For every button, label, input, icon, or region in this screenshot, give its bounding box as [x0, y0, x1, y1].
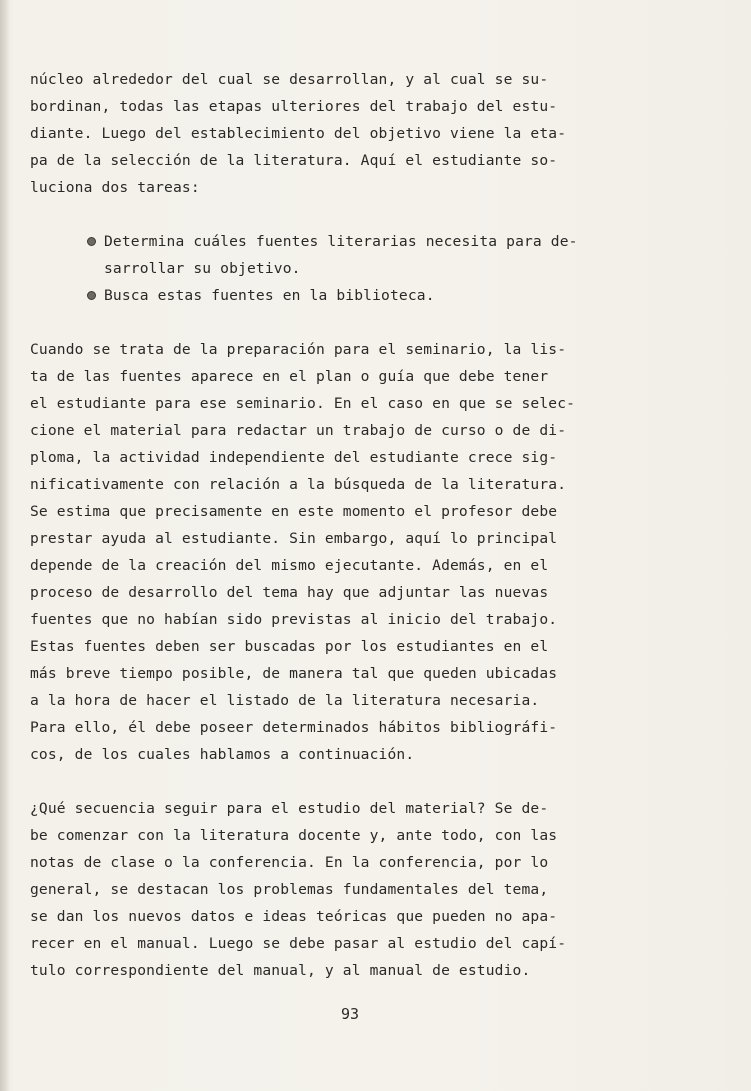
text-line: bordinan, todas las etapas ulteriores del trabajo del estu- — [30, 98, 558, 115]
paragraph-spacer — [30, 201, 675, 228]
text-line: be comenzar con la literatura docente y, ante todo, con las — [30, 827, 558, 844]
text-line: ¿Qué secuencia seguir para el estudio del material? Se de- — [30, 800, 549, 817]
text-line: prestar ayuda al estudiante. Sin embargo, aquí lo principal — [30, 530, 558, 547]
list-item-text: Busca estas fuentes en la biblioteca. — [104, 287, 435, 304]
text-line: Cuando se trata de la preparación para el seminario, la lis- — [30, 341, 567, 358]
text-line: Se estima que precisamente en este momento el profesor debe — [30, 503, 558, 520]
text-line: cos, de los cuales hablamos a continuación. — [30, 746, 415, 763]
paragraph-spacer — [30, 768, 675, 795]
page-body — [30, 66, 675, 984]
text-line: pa de la selección de la literatura. Aquí el estudiante so- — [30, 152, 558, 169]
text-line: general, se destacan los problemas fundamentales del tema, — [30, 881, 549, 898]
paragraph-1 — [30, 66, 675, 201]
text-line: más breve tiempo posible, de manera tal que queden ubicadas — [30, 665, 558, 682]
text-line: nificativamente con relación a la búsqueda de la literatura. — [30, 476, 567, 493]
text-line: Para ello, él debe poseer determinados hábitos bibliográfi- — [30, 719, 558, 736]
text-line: el estudiante para ese seminario. En el caso en que se selec- — [30, 395, 576, 412]
paragraph-3 — [30, 795, 675, 984]
paragraph-spacer — [30, 309, 675, 336]
paragraph-2 — [30, 336, 675, 768]
text-line: a la hora de hacer el listado de la literatura necesaria. — [30, 692, 540, 709]
text-line: ploma, la actividad independiente del estudiante crece sig- — [30, 449, 558, 466]
text-line: tulo correspondiente del manual, y al manual de estudio. — [30, 962, 531, 979]
bullet-dot-icon — [87, 291, 96, 300]
text-line: notas de clase o la conferencia. En la conferencia, por lo — [30, 854, 549, 871]
bullet-dot-icon — [87, 237, 96, 246]
list-item-text: Determina cuáles fuentes literarias necesita para de- — [104, 233, 578, 250]
list-item-continuation: sarrollar su objetivo. — [104, 260, 301, 277]
text-line: Estas fuentes deben ser buscadas por los estudiantes en el — [30, 638, 549, 655]
list-item — [87, 228, 675, 255]
page-number: 93 — [340, 1005, 360, 1023]
page-binding-shadow — [0, 0, 10, 1091]
text-line: se dan los nuevos datos e ideas teóricas que pueden no apa- — [30, 908, 558, 925]
text-line: recer en el manual. Luego se debe pasar al estudio del capí- — [30, 935, 567, 952]
text-line: diante. Luego del establecimiento del objetivo viene la eta- — [30, 125, 567, 142]
list-item — [87, 282, 675, 309]
text-line: depende de la creación del mismo ejecutante. Además, en el — [30, 557, 549, 574]
text-line: núcleo alrededor del cual se desarrollan, y al cual se su- — [30, 71, 549, 88]
text-line: cione el material para redactar un trabajo de curso o de di- — [30, 422, 567, 439]
text-line: fuentes que no habían sido previstas al inicio del trabajo. — [30, 611, 558, 628]
text-line: proceso de desarrollo del tema hay que adjuntar las nuevas — [30, 584, 549, 601]
text-line: ta de las fuentes aparece en el plan o guía que debe tener — [30, 368, 549, 385]
task-list — [87, 228, 675, 309]
text-line: luciona dos tareas: — [30, 179, 200, 196]
